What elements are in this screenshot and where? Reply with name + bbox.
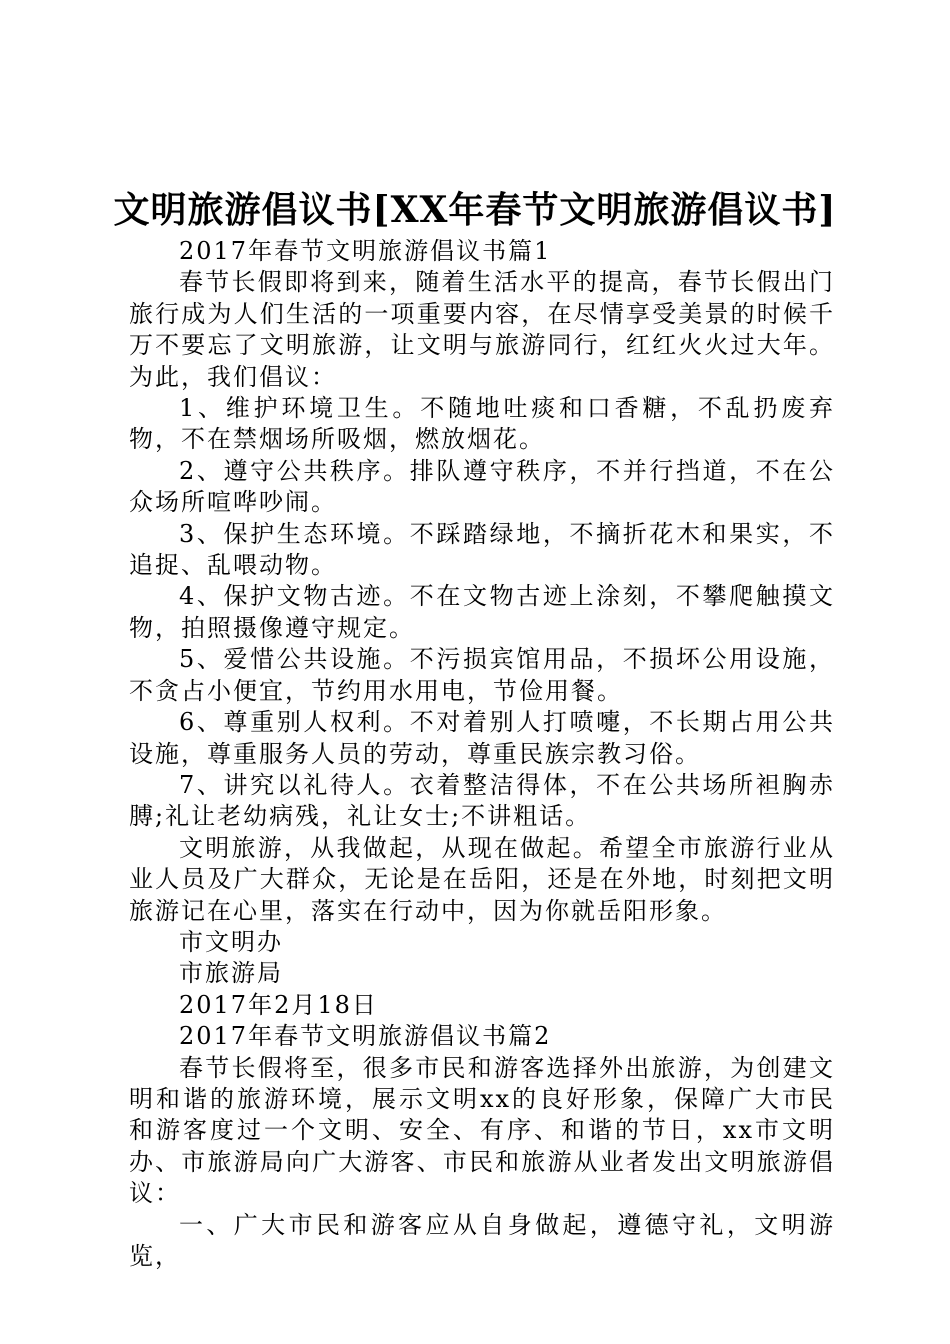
document-title: 文明旅游倡议书[XX年春节文明旅游倡议书]: [113, 189, 837, 231]
list-item-4: 4、保护文物古迹。不在文物古迹上涂刻，不攀爬触摸文物，拍照摄像遵守规定。: [129, 582, 835, 642]
signature-office: 市文明办: [179, 927, 283, 956]
list-item-5: 5、爱惜公共设施。不污损宾馆用品，不损坏公用设施，不贪占小便宜，节约用水用电，节俭用餐。: [129, 645, 835, 705]
list-item-7: 7、讲究以礼待人。衣着整洁得体，不在公共场所袒胸赤膊;礼让老幼病残，礼让女士;不讲粗话。: [129, 770, 835, 831]
paragraph-closing: 文明旅游，从我做起，从现在做起。希望全市旅游行业从业人员及广大群众，无论是在岳阳，还是在外地，时刻把文明旅游记在心里，落实在行动中，因为你就岳阳形象。: [129, 833, 835, 925]
list-item-1: 1、维护环境卫生。不随地吐痰和口香糖，不乱扔废弃物，不在禁烟场所吸烟，燃放烟花。: [129, 394, 835, 454]
list-item-2: 2、遵守公共秩序。排队遵守秩序，不并行挡道，不在公众场所喧哗吵闹。: [129, 456, 835, 517]
list-item-6: 6、尊重别人权利。不对着别人打喷嚏，不长期占用公共设施，尊重服务人员的劳动，尊重民族宗教习俗。: [129, 708, 835, 768]
signature-bureau: 市旅游局: [179, 959, 283, 988]
section-heading-1: 2017年春节文明旅游倡议书篇1: [179, 237, 552, 265]
document-body: [129, 236, 835, 1272]
section-heading-2: 2017年春节文明旅游倡议书篇2: [179, 1022, 552, 1051]
list-item-2-1: 一、广大市民和游客应从自身做起，遵德守礼，文明游览，: [129, 1210, 835, 1270]
paragraph-intro-2: 春节长假将至，很多市民和游客选择外出旅游，为创建文明和谐的旅游环境，展示文明xx的良好形象，保障广大市民和游客度过一个文明、安全、有序、和谐的节日，xx市文明办、市旅游局向广大游客、市民和旅游从业者发出文明旅游倡议：: [129, 1053, 835, 1208]
signature-date: 2017年2月18日: [179, 990, 378, 1019]
paragraph-intro: 春节长假即将到来，随着生活水平的提高，春节长假出门旅行成为人们生活的一项重要内容，在尽情享受美景的时候千万不要忘了文明旅游，让文明与旅游同行，红红火火过大年。为此，我们倡议：: [129, 268, 835, 391]
list-item-3: 3、保护生态环境。不踩踏绿地，不摘折花木和果实，不追捉、乱喂动物。: [129, 519, 835, 580]
